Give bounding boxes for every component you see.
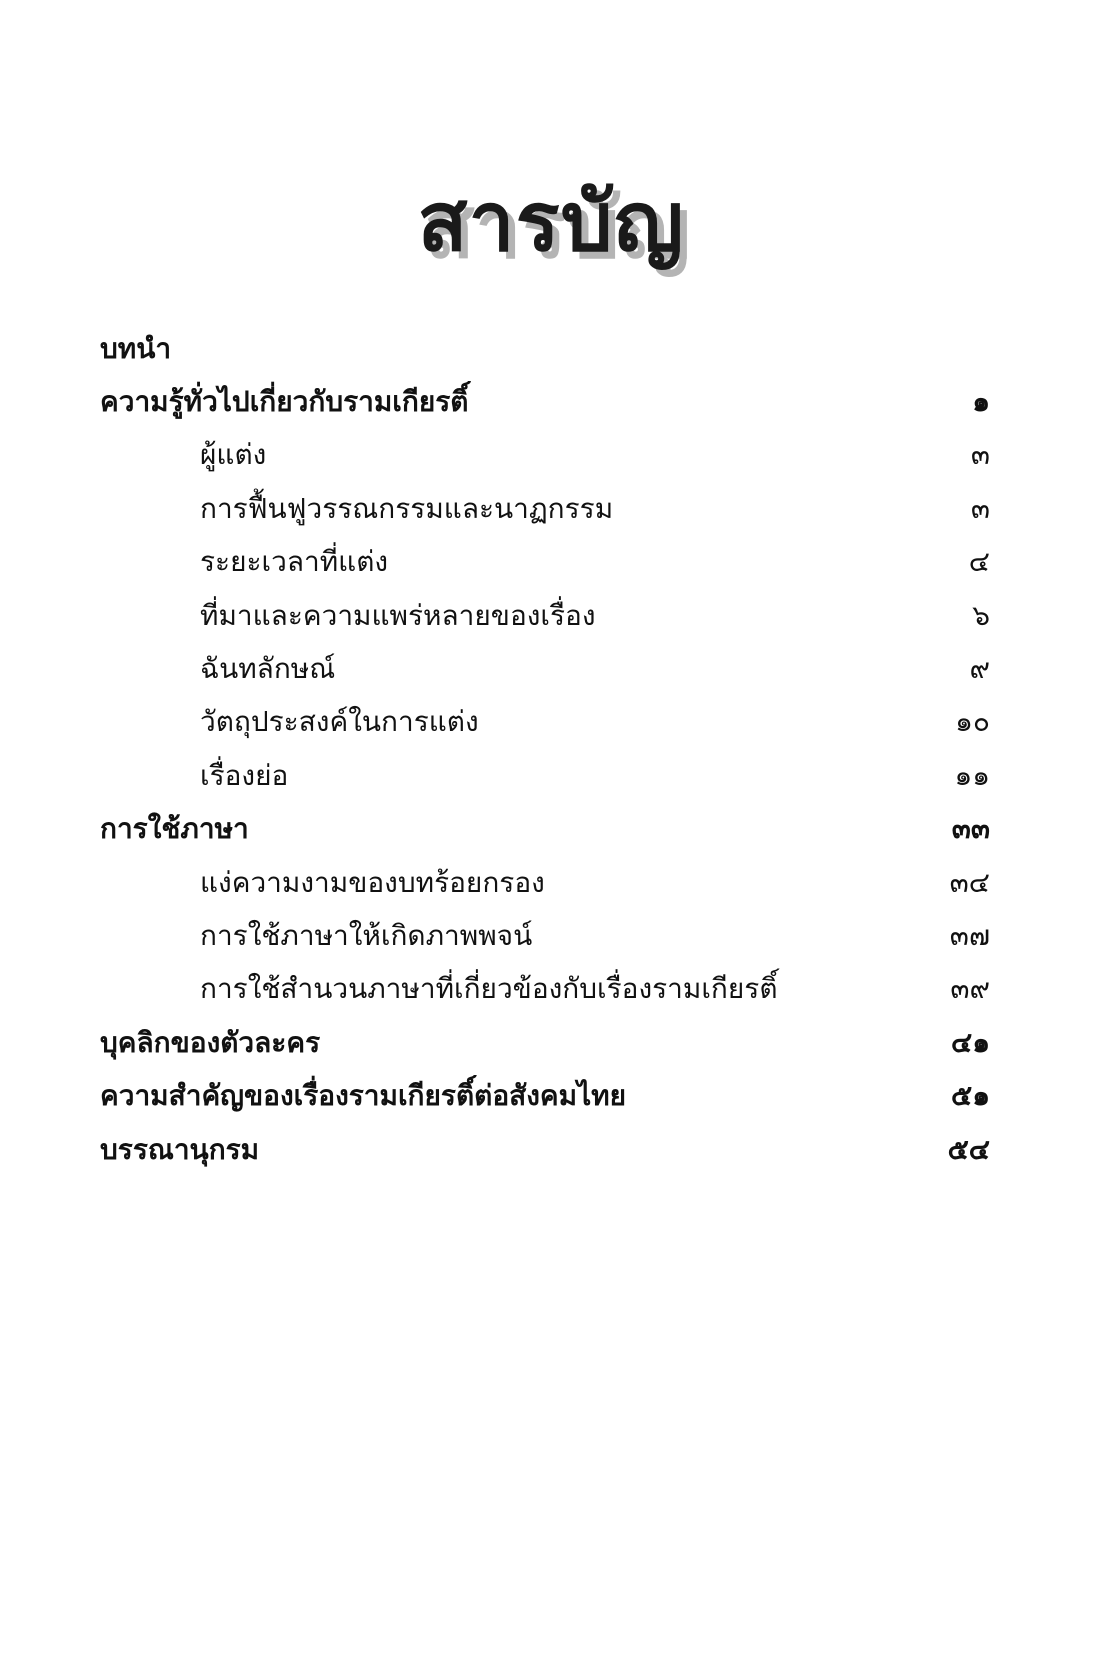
toc-subentry [100, 589, 990, 642]
toc-subentry-label: เรื่องย่อ [200, 758, 289, 792]
toc-entry-page: ๑ [972, 385, 990, 419]
toc-subentry [100, 909, 990, 962]
toc-subentry-label: ฉันทลักษณ์ [200, 652, 336, 686]
toc-subentry-page: ๖ [972, 598, 990, 632]
table-of-contents [100, 322, 990, 1176]
toc-entry-label: บทนำ [100, 331, 172, 365]
toc-subentry-label: วัตถุประสงค์ในการแต่ง [200, 705, 479, 739]
toc-entry-page: ๕๑ [951, 1079, 990, 1113]
toc-subentry-page: ๑๑ [954, 758, 990, 792]
toc-subentry-label: การใช้สำนวนภาษาที่เกี่ยวข้องกับเรื่องรามเกียรติ์ [200, 972, 778, 1006]
toc-subentry-page: ๔ [968, 545, 990, 579]
toc-subentry-page: ๓ [970, 438, 990, 472]
toc-subentry [100, 696, 990, 749]
toc-subentry-label: ที่มาและความแพร่หลายของเรื่อง [200, 598, 596, 632]
toc-subentry [100, 482, 990, 535]
toc-subentry-label: ผู้แต่ง [200, 438, 267, 472]
toc-subentry [100, 856, 990, 909]
toc-entry [100, 1123, 990, 1176]
toc-subentry [100, 963, 990, 1016]
toc-entry-label: การใช้ภาษา [100, 812, 249, 846]
toc-entry-page: ๔๑ [951, 1025, 990, 1059]
toc-subentry-page: ๓๔ [949, 865, 990, 899]
page-title: สารบัญ [417, 175, 685, 270]
toc-subentry [100, 642, 990, 695]
toc-entry-page: ๕๔ [947, 1132, 990, 1166]
toc-entry [100, 375, 990, 428]
toc-entry [100, 322, 990, 375]
toc-subentry-page: ๙ [969, 652, 990, 686]
toc-entry-label: บุคลิกของตัวละคร [100, 1025, 321, 1059]
toc-subentry [100, 749, 990, 802]
toc-subentry-page: ๓๗ [949, 918, 990, 952]
toc-subentry-label: การใช้ภาษาให้เกิดภาพพจน์ [200, 918, 533, 952]
toc-subentry-page: ๑๐ [955, 705, 990, 739]
toc-subentry-label: แง่ความงามของบทร้อยกรอง [200, 865, 545, 899]
toc-entry [100, 803, 990, 856]
toc-entry-page: ๓๓ [951, 812, 990, 846]
toc-entry-label: ความรู้ทั่วไปเกี่ยวกับรามเกียรติ์ [100, 385, 469, 419]
toc-subentry-label: การฟื้นฟูวรรณกรรมและนาฏกรรม [200, 491, 614, 525]
toc-subentry [100, 429, 990, 482]
toc-entry-label: ความสำคัญของเรื่องรามเกียรติ์ต่อสังคมไทย [100, 1079, 627, 1113]
toc-entry [100, 1016, 990, 1069]
toc-entry-label: บรรณานุกรม [100, 1132, 260, 1166]
toc-subentry [100, 536, 990, 589]
toc-entry [100, 1069, 990, 1122]
toc-subentry-page: ๓๙ [950, 972, 990, 1006]
toc-subentry-page: ๓ [970, 491, 990, 525]
toc-subentry-label: ระยะเวลาที่แต่ง [200, 545, 389, 579]
